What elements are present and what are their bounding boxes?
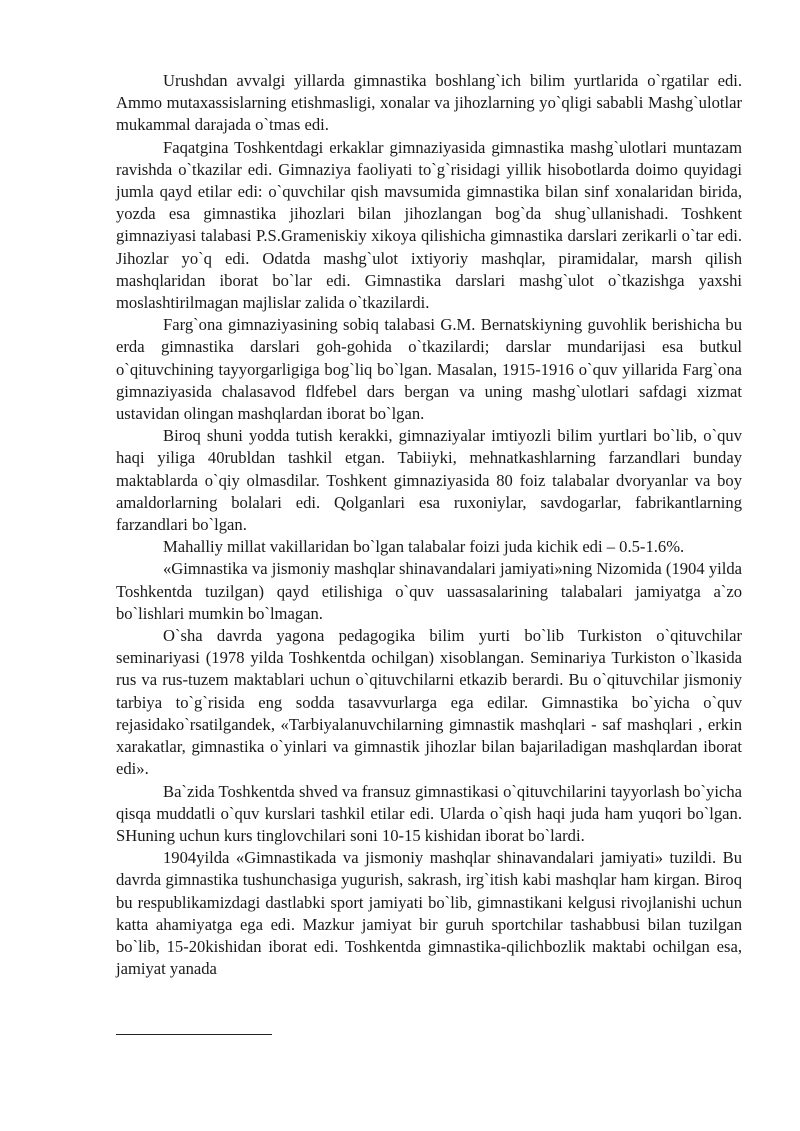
paragraph-fergana-gymnasium: Farg`ona gimnaziyasining sobiq talabasi G.M. Bernatskiyning guvohlik berishicha bu erda gimnastika darslari goh-gohida o`tkazilardi; darslar mundarijasi esa butkul o`qituvchining tayyorgarligiga bog`liq bo`lgan. Masalan, 1915-1916 o`quv yillarida Farg`ona gimnaziyasida chalasavod fldfebel dars bergan va uning mashg`ulotlari safdagi xizmat ustavidan olingan mashqlardan iborat bo`lgan. [116, 315, 742, 424]
paragraph-society-charter: «Gimnastika va jismoniy mashqlar shinavandalari jamiyati»ning Nizomida (1904 yilda Toshkentda tuzilgan) qayd etilishiga o`quv uassasalarining talabalari jamiyatga a`zo bo`lishlari mumkin bo`lmagan. [116, 559, 742, 623]
footnote-divider [116, 1034, 272, 1035]
paragraph-local-students: Mahalliy millat vakillaridan bo`lgan talabalar foizi juda kichik edi – 0.5-1.6%. [163, 537, 685, 557]
paragraph-short-courses: Ba`zida Toshkentda shved va fransuz gimnastikasi o`qituvchilarini tayyorlash bo`yicha qisqa muddatli o`quv kurslari tashkil etilar edi. Ularda o`qish haqi juda ham yuqori bo`lgan. SHuning uchun kurs tinglovchilari soni 10-15 kishidan iborat bo`lardi. [116, 781, 742, 845]
document-body [116, 70, 742, 980]
paragraph-pre-war-gymnastics: Urushdan avvalgi yillarda gimnastika boshlang`ich bilim yurtlarida o`rgatilar edi. Ammo mutaxassislarning etishmasligi, xonalar va jihozlarning yo`qligi sababli Mashg`ulotlar mukammal darajada o`tmas edi. [116, 71, 742, 135]
paragraph-1904-society: 1904yilda «Gimnastikada va jismoniy mashqlar shinavandalari jamiyati» tuzildi. Bu davrda gimnastika tushunchasiga yugurish, sakrash, irg`itish kabi mashqlar ham kirgan. Biroq bu respublikamizdagi dastlabki sport jamiyati bo`lib, gimnastikani kelgusi rivojlanishi uchun katta ahamiyatga ega edi. Mazkur jamiyat bir guruh sportchilar tashabbusi bilan tuzilgan bo`lib, 15-20kishidan iborat edi. Toshkentda gimnastika-qilichbozlik maktabi ochilgan esa, jamiyat yanada [116, 848, 742, 979]
paragraph-teachers-seminary: O`sha davrda yagona pedagogika bilim yurti bo`lib Turkiston o`qituvchilar seminariyasi (1978 yilda Toshkentda ochilgan) xisoblangan. Seminariya Turkiston o`lkasida rus va rus-tuzem maktablari uchun o`qituvchilarni etkazib berardi. Bu o`qituvchilar jismoniy tarbiya to`g`risida eng sodda tasavvurlarga ega edilar. Gimnastika bo`yicha o`quv rejasidako`rsatilgandek, «Tarbiyalanuvchilarning gimnastik mashqlari - saf mashqlari , erkin xarakatlar, gimnastika o`yinlari va gimnastik jihozlar bilan bajariladigan mashqlardan iborat edi». [116, 626, 742, 779]
paragraph-tashkent-gymnasium: Faqatgina Toshkentdagi erkaklar gimnaziyasida gimnastika mashg`ulotlari muntazam ravishda o`tkazilar edi. Gimnaziya faoliyati to`g`risidagi yillik hisobotlarda doimo quyidagi jumla qayd etilar edi: o`quvchilar qish mavsumida gimnastika bilan sinf xonalaridan birida, yozda esa gimnastika jihozlari bilan jihozlangan bog`da shug`ullanishadi. Toshkent gimnaziyasi talabasi P.S.Grameniskiy xikoya qilishicha gimnastika darslari zerikarli o`tar edi. Jihozlar yo`q edi. Odatda mashg`ulot ixtiyoriy mashqlar, piramidalar, marsh qilish mashqlaridan iborat bo`lar edi. Gimnastika darslari mashg`ulot o`tkazishga yaxshi moslashtirilmagan majlislar zalida o`tkazilardi. [116, 137, 742, 313]
paragraph-privileged-schools: Biroq shuni yodda tutish kerakki, gimnaziyalar imtiyozli bilim yurtlari bo`lib, o`quv haqi yiliga 40rubldan tashkil etgan. Tabiiyki, mehnatkashlarning farzandlari bunday maktablarda o`qiy olmasdilar. Toshkent gimnaziyasida 80 foiz talabalar dvoryanlar va boy amaldorlarning bolalari edi. Qolganlari esa ruxoniylar, savdogarlar, fabrikantlarning farzandlari bo`lgan. [116, 426, 742, 535]
